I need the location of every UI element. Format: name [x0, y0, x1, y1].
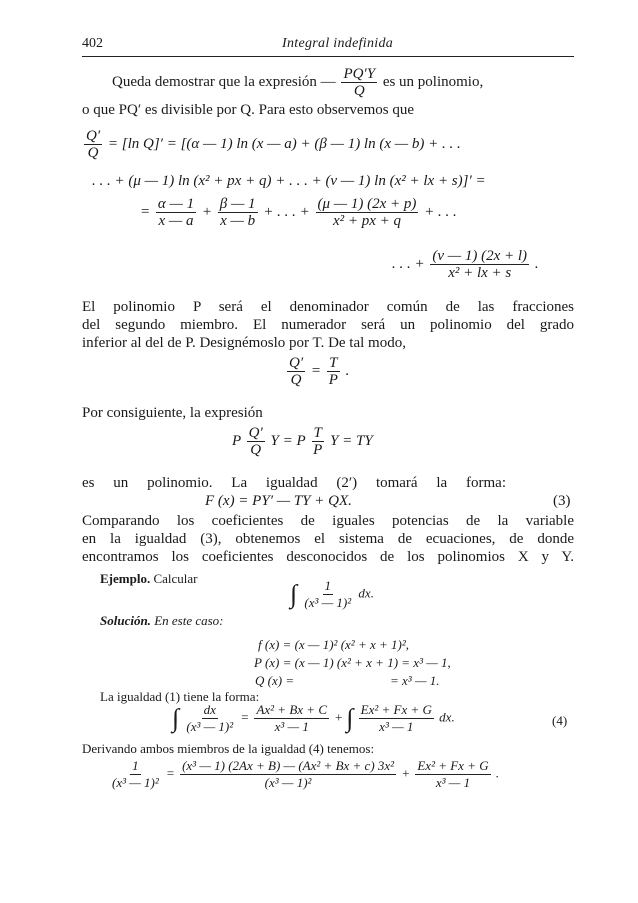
fraction-numerator: (μ — 1) (2x + p): [317, 196, 417, 212]
fraction-denominator: (x³ — 1)²: [186, 719, 234, 734]
fraction-denominator: P: [313, 442, 323, 458]
paragraph-line: encontramos los coeficientes desconocidos de los polinomios X y Y.: [82, 549, 574, 565]
fraction-denominator: x³ — 1: [379, 719, 414, 734]
plus-sign: +: [401, 765, 411, 781]
equation: [232, 425, 373, 458]
fraction-numerator: α — 1: [157, 196, 195, 212]
equation-text: .: [495, 765, 500, 781]
text-line: [112, 66, 483, 99]
equation-text: Y = P: [270, 432, 306, 449]
fraction: [180, 758, 396, 791]
fraction-denominator: Q: [353, 83, 365, 99]
text-line: La igualdad (1) tiene la forma:: [100, 689, 260, 704]
fraction: [311, 425, 324, 458]
solution-line: [100, 612, 224, 630]
page-header: [82, 36, 574, 57]
equation: = x³ — 1.: [390, 673, 440, 688]
fraction: [359, 702, 434, 735]
fraction: [247, 425, 265, 458]
equation: F (x) = PY′ — TY + QX.: [205, 493, 352, 509]
fraction-numerator: Q′: [248, 425, 263, 441]
fraction-numerator: PQ′Y: [343, 66, 376, 82]
fraction-denominator: (x³ — 1)²: [112, 775, 159, 790]
fraction: [341, 66, 377, 99]
equation-text: + . . . +: [263, 203, 310, 220]
equation: Q (x) =: [255, 673, 295, 688]
fraction-denominator: P: [328, 372, 338, 388]
page-number: 402: [82, 36, 103, 51]
fraction-numerator: 1: [132, 758, 139, 773]
fraction: [430, 248, 529, 281]
equals-sign: =: [140, 203, 151, 220]
paragraph-line: Comparando los coeficientes de iguales potencias de la variable: [82, 513, 574, 529]
fraction-denominator: x³ — 1: [274, 719, 309, 734]
example-label: Ejemplo.: [100, 571, 151, 586]
fraction: [218, 196, 258, 229]
fraction: [415, 758, 490, 791]
text-fragment: Queda demostrar que la expresión —: [112, 73, 336, 90]
fraction-numerator: Q′: [86, 128, 101, 144]
plus-sign: +: [201, 203, 212, 220]
fraction-numerator: (x³ — 1) (2Ax + B) — (Ax² + Bx + c) 3x²: [182, 758, 395, 773]
example-text: Calcular: [153, 571, 198, 586]
fraction: [84, 128, 102, 161]
text-line: Derivando ambos miembros de la igualdad (4) tenemos:: [82, 741, 375, 756]
equation-text: . . . +: [392, 255, 425, 272]
fraction-denominator: x² + lx + s: [448, 265, 512, 281]
equation: [82, 128, 461, 161]
solution-label: Solución.: [100, 613, 151, 628]
equation-text: dx.: [358, 585, 374, 601]
fraction-denominator: x — a: [158, 213, 194, 229]
fraction-denominator: x² + px + q: [332, 213, 401, 229]
equation-number: (4): [552, 713, 568, 728]
equation-text: + . . .: [424, 203, 457, 220]
fraction-numerator: Q′: [289, 355, 304, 371]
fraction-denominator: (x³ — 1)²: [264, 775, 312, 790]
fraction-denominator: Q: [290, 372, 302, 388]
integral-sign-icon: ∫: [346, 703, 354, 733]
equation: [290, 578, 374, 611]
equation: [172, 702, 455, 735]
equals-sign: =: [240, 709, 250, 725]
equation-text: = [ln Q]′ = [(α — 1) ln (x — a) + (β — 1) ln (x — b) + . . .: [107, 135, 461, 152]
running-title: Integral indefinida: [282, 36, 394, 51]
paragraph-line: del segundo miembro. El numerador será un polinomio del grado: [82, 317, 574, 333]
equation-number: (3): [553, 493, 571, 509]
fraction: [110, 758, 161, 791]
paragraph-line: inferior al del de P. Designémoslo por T. De tal modo,: [82, 335, 406, 351]
fraction-numerator: Ax² + Bx + C: [256, 702, 327, 717]
fraction: [184, 702, 235, 735]
fraction-denominator: (x³ — 1)²: [304, 595, 352, 610]
fraction: [316, 196, 419, 229]
equation: [285, 355, 349, 388]
example-line: [100, 570, 198, 588]
fraction-numerator: Ex² + Fx + G: [417, 758, 489, 773]
equation: P (x) = (x — 1) (x² + x + 1) = x³ — 1,: [254, 655, 451, 670]
equals-sign: =: [166, 765, 175, 781]
equation-text: .: [534, 255, 539, 272]
text-line: o que PQ′ es divisible por Q. Para esto observemos que: [82, 102, 414, 118]
equation-text: dx.: [439, 709, 455, 725]
fraction-numerator: β — 1: [219, 196, 256, 212]
fraction: [287, 355, 305, 388]
text-fragment: es un polinomio,: [382, 73, 484, 90]
integral-sign-icon: ∫: [290, 579, 298, 609]
equation-text: P: [232, 432, 241, 449]
fraction-numerator: T: [313, 425, 322, 441]
fraction-denominator: x — b: [220, 213, 256, 229]
fraction-denominator: Q: [87, 145, 99, 161]
equals-sign: =: [310, 362, 321, 379]
plus-sign: +: [334, 709, 344, 725]
equation-text: Y = TY: [330, 432, 373, 449]
equation: [108, 758, 499, 791]
fraction-numerator: (ν — 1) (2x + l): [432, 248, 528, 264]
fraction: [327, 355, 340, 388]
equation: [140, 196, 457, 229]
fraction: [254, 702, 329, 735]
fraction: [302, 578, 353, 611]
equation: . . . + (μ — 1) ln (x² + px + q) + . . . + (ν — 1) ln (x² + lx + s)]′ =: [92, 173, 486, 189]
paragraph-line: es un polinomio. La igualdad (2′) tomará la forma:: [82, 475, 506, 491]
fraction-denominator: x³ — 1: [435, 775, 471, 790]
fraction-numerator: dx: [203, 702, 216, 717]
fraction-denominator: Q: [250, 442, 262, 458]
fraction-numerator: 1: [324, 578, 332, 593]
integral-sign-icon: ∫: [172, 703, 180, 733]
fraction-numerator: Ex² + Fx + G: [360, 702, 432, 717]
paragraph-line: Por consiguiente, la expresión: [82, 405, 263, 421]
solution-text: En este caso:: [154, 613, 224, 628]
equation-text: .: [345, 362, 350, 379]
equation: [392, 248, 539, 281]
paragraph-line: en la igualdad (3), obtenemos el sistema de ecuaciones, de donde: [82, 531, 574, 547]
fraction: [156, 196, 196, 229]
fraction-numerator: T: [329, 355, 338, 371]
paragraph-line: El polinomio P será el denominador común de las fracciones: [82, 299, 574, 315]
equation: f (x) = (x — 1)² (x² + x + 1)²,: [258, 637, 409, 652]
